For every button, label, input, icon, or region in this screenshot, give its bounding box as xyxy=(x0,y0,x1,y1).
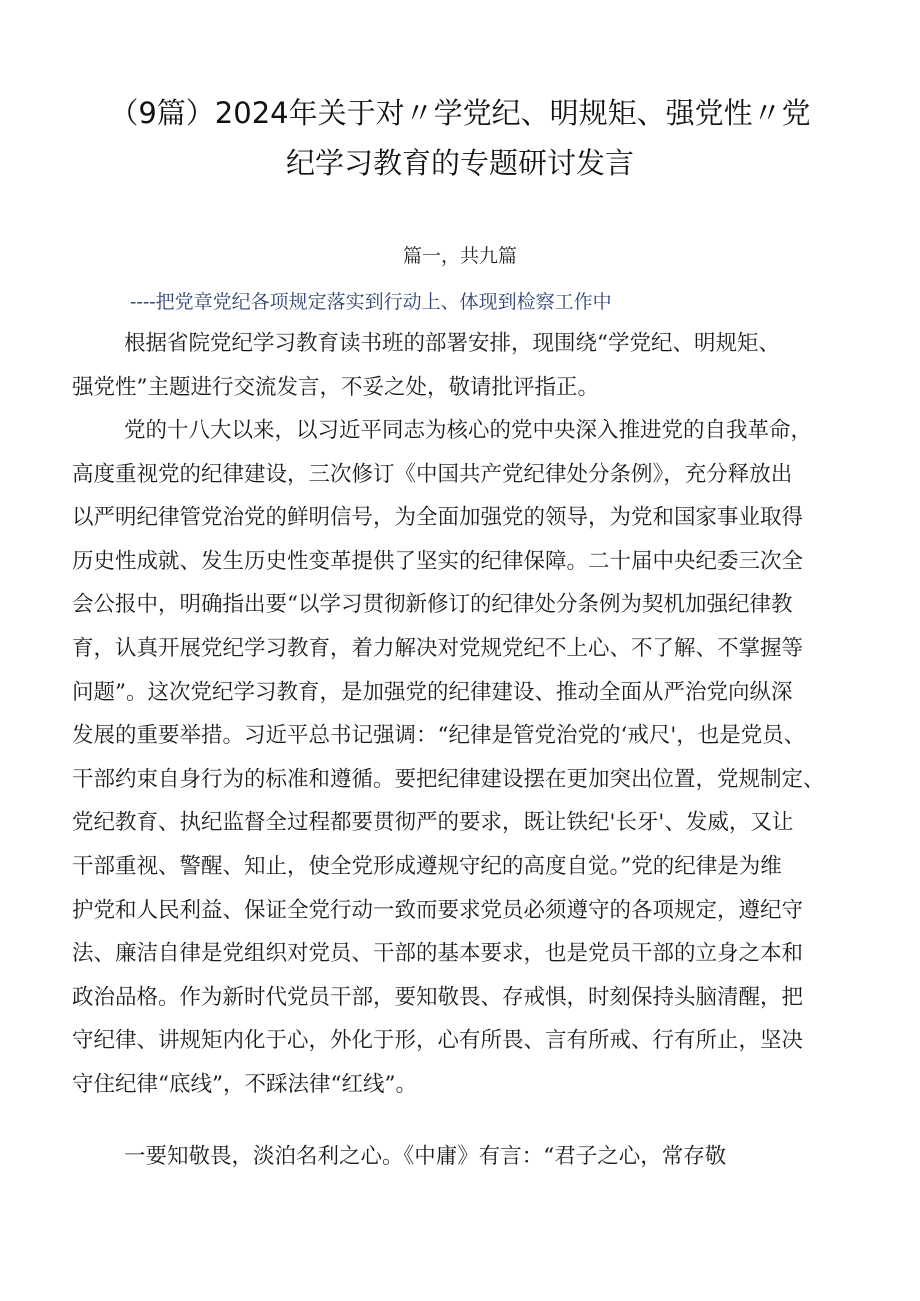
text-line: 守纪律、讲规矩内化于心，外化于形，心有所畏、言有所戒、行有所止，坚决 xyxy=(72,1028,804,1054)
text-line: 高度重视党的纪律建设，三次修订《中国共产党纪律处分条例》，充分释放出 xyxy=(72,461,793,487)
text-line: 政治品格。作为新时代党员干部，要知敬畏、存戒惧，时刻保持头脑清醒，把 xyxy=(72,984,804,1010)
text-line: 以严明纪律管党治党的鲜明信号，为全面加强党的领导，为党和国家事业取得 xyxy=(72,505,804,531)
paragraph-intro xyxy=(72,322,872,409)
title-line-2: 纪学习教育的专题研讨发言 xyxy=(285,146,634,180)
text-line: 法、廉洁自律是党组织对党员、干部的基本要求，也是党员干部的立身之本和 xyxy=(72,941,804,967)
paragraph-point-one xyxy=(72,1135,872,1179)
text-line: 发展的重要举措。习近平总书记强调：“纪律是管党治党的‘戒尺'，也是党员、 xyxy=(72,723,806,749)
text-line: 党纪教育、执纪监督全过程都要贯彻严的要求，既让铁纪'长牙'、发威，又让 xyxy=(72,810,794,836)
text-line: 历史性成就、发生历史性变革提供了坚实的纪律保障。二十届中央纪委三次全 xyxy=(72,548,804,574)
title-line-1: （9篇）2024年关于对〃学党纪、明规矩、强党性〃党 xyxy=(109,96,811,130)
text-line: 根据省院党纪学习教育读书班的部署安排，现围绕“学党纪、明规矩、 xyxy=(124,331,780,356)
text-line: 会公报中，明确指出要“以学习贯彻新修订的纪律处分条例为契机加强纪律教 xyxy=(72,592,793,618)
document-title xyxy=(60,88,860,188)
text-line: 党的十八大以来，以习近平同志为核心的党中央深入推进党的自我革命， xyxy=(124,418,813,443)
text-line: 问题”。这次党纪学习教育，是加强党的纪律建设、推动全面从严治党向纵深 xyxy=(72,679,793,705)
text-line: 强党性”主题进行交流发言，不妥之处，敬请批评指正。 xyxy=(72,374,599,400)
text-line: 一要知敬畏，淡泊名利之心。《中庸》有言：“君子之心，常存敬 xyxy=(124,1144,727,1169)
section-heading: 篇一，共九篇 xyxy=(402,245,517,267)
text-line: 育，认真开展党纪学习教育，着力解决对党规党纪不上心、不了解、不掌握等 xyxy=(72,635,804,661)
text-line: 护党和人民利益、保证全党行动一致而要求党员必须遵守的各项规定，遵纪守 xyxy=(72,897,804,923)
text-line: 干部约束自身行为的标准和遵循。要把纪律建设摆在更加突出位置，党规制定、 xyxy=(72,766,825,792)
text-line: 干部重视、警醒、知止，使全党形成遵规守纪的高度自觉。”党的纪律是为维 xyxy=(72,853,782,879)
paragraph-main xyxy=(72,409,872,1107)
text-line: 守住纪律“底线”，不踩法律“红线”。 xyxy=(72,1071,417,1097)
section-subtitle: ----把党章党纪各项规定落实到行动上、体现到检察工作中 xyxy=(130,291,612,313)
